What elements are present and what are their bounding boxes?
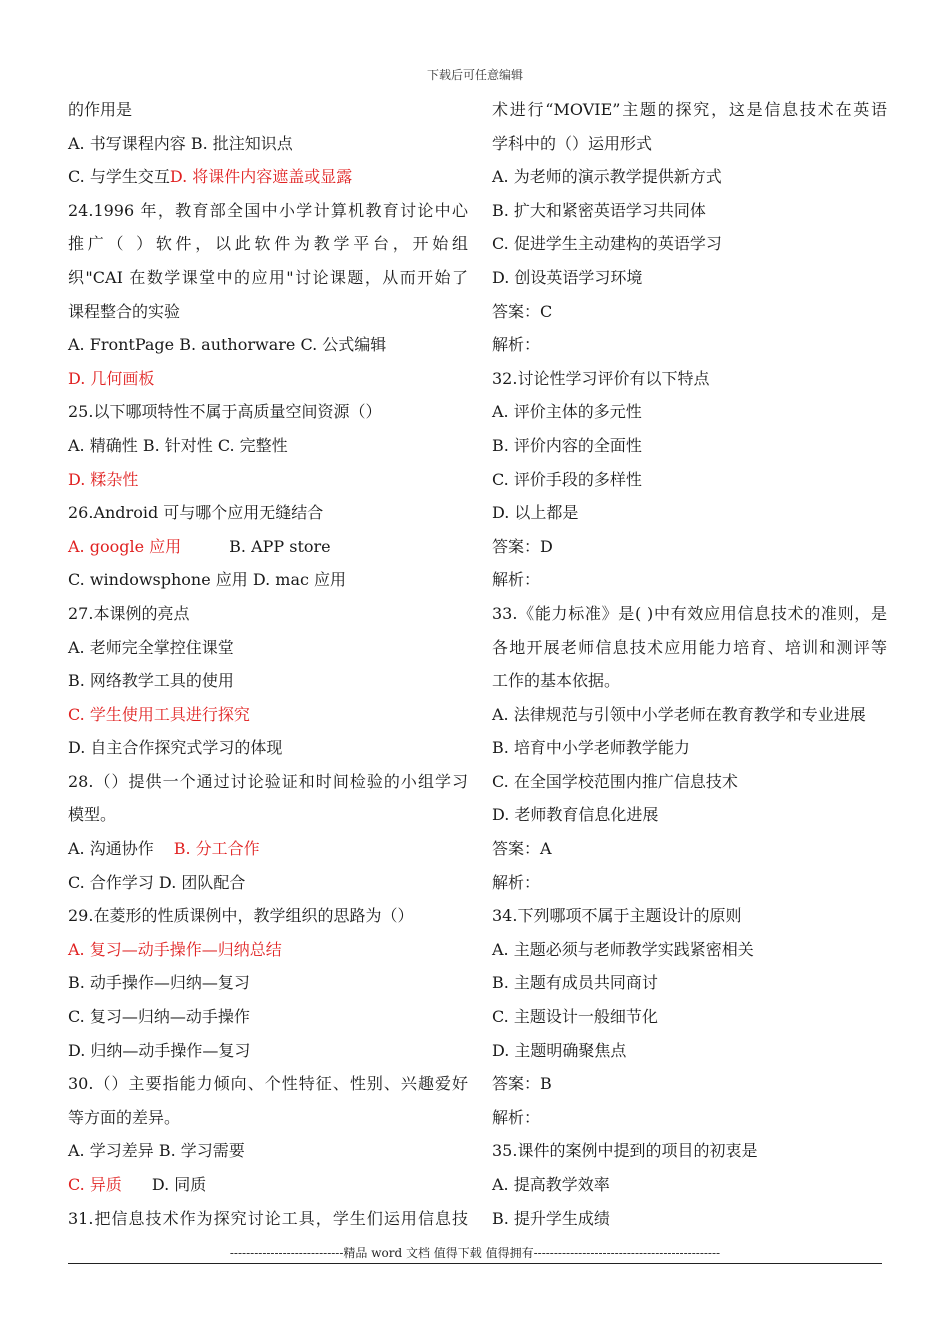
left-line [68, 1134, 468, 1168]
left-line [68, 731, 468, 765]
line-text: 解析： [492, 570, 541, 590]
line-text: 33.《能力标准》是( )中有效应用信息技术的准则，是 [492, 603, 887, 623]
line-text: C. windowsphone 应用 D. mac 应用 [68, 570, 347, 590]
right-line [492, 765, 887, 799]
left-line [68, 261, 468, 295]
line-text: D. 主题明确聚焦点 [492, 1040, 627, 1060]
line-text: 的作用是 [68, 100, 133, 119]
right-line [492, 798, 887, 832]
left-line [68, 395, 468, 429]
line-text-secondary: B. APP store [229, 536, 331, 556]
left-line [68, 563, 468, 597]
line-text: D. 几何画板 [68, 368, 155, 388]
line-text: A. google 应用 [68, 536, 182, 556]
line-text: D. 老师教育信息化进展 [492, 805, 659, 825]
line-text-secondary: D. 同质 [151, 1175, 207, 1194]
line-text: 工作的基本依据。 [492, 671, 621, 691]
right-line [492, 899, 887, 933]
line-text: A. 精确性 B. 针对性 C. 完整性 [68, 435, 288, 455]
right-line [492, 496, 887, 530]
left-line [68, 93, 468, 127]
right-line [492, 1000, 887, 1034]
line-text: 34.下列哪项不属于主题设计的原则 [492, 906, 742, 926]
left-line [68, 496, 468, 530]
line-text: 解析： [492, 335, 541, 355]
left-line [68, 798, 468, 832]
line-text: B. 网络教学工具的使用 [68, 671, 234, 691]
line-text: C. 学生使用工具进行探究 [68, 704, 250, 724]
line-text: A. 复习—动手操作—归纳总结 [68, 939, 282, 959]
line-text: 解析： [492, 872, 541, 892]
line-text: C. 主题设计一般细节化 [492, 1007, 658, 1027]
right-line [492, 966, 887, 1000]
line-text: 28.（）提供一个通过讨论验证和时间检验的小组学习 [68, 771, 468, 791]
line-text: A. 主题必须与老师教学实践紧密相关 [492, 939, 754, 959]
left-line [68, 966, 468, 1000]
left-line [68, 127, 468, 161]
left-line [68, 1000, 468, 1034]
left-line [68, 1168, 468, 1202]
right-line [492, 664, 887, 698]
right-line [492, 1168, 887, 1202]
left-line [68, 227, 468, 261]
left-line [68, 463, 468, 497]
right-line [492, 1067, 887, 1101]
line-text: A. FrontPage B. authorware C. 公式编辑 [68, 335, 387, 355]
right-line [492, 261, 887, 295]
line-text: A. 提高教学效率 [492, 1175, 610, 1194]
left-line [68, 631, 468, 665]
left-line [68, 1202, 468, 1236]
line-text: C. 在全国学校范围内推广信息技术 [492, 771, 738, 791]
page-header: 下载后可任意编辑 [426, 68, 523, 82]
right-line [492, 463, 887, 497]
right-line [492, 194, 887, 228]
left-line [68, 328, 468, 362]
line-text: B. 评价内容的全面性 [492, 435, 642, 455]
line-text: D. 归纳—动手操作—复习 [68, 1040, 251, 1060]
line-text: 30.（）主要指能力倾向、个性特征、性别、兴趣爱好 [68, 1074, 468, 1094]
right-line [492, 127, 887, 161]
right-line [492, 1202, 887, 1236]
line-text: 35.课件的案例中提到的项目的初衷是 [492, 1141, 758, 1161]
line-text: 31.把信息技术作为探究讨论工具，学生们运用信息技 [68, 1208, 468, 1228]
left-line [68, 765, 468, 799]
left-line [68, 899, 468, 933]
left-line [68, 866, 468, 900]
left-column [68, 93, 468, 1235]
line-text: B. 扩大和紧密英语学习共同体 [492, 200, 706, 220]
line-text: B. 培育中小学老师教学能力 [492, 738, 690, 758]
right-line [492, 866, 887, 900]
line-text: D. 以上都是 [492, 503, 579, 523]
left-line [68, 1101, 468, 1135]
right-line [492, 429, 887, 463]
left-line [68, 429, 468, 463]
line-text: 等方面的差异。 [68, 1107, 181, 1127]
left-line [68, 194, 468, 228]
right-line [492, 530, 887, 564]
left-line [68, 1067, 468, 1101]
right-line [492, 933, 887, 967]
line-text: A. 评价主体的多元性 [492, 402, 642, 422]
right-line [492, 597, 887, 631]
right-line [492, 1134, 887, 1168]
line-text: D. 自主合作探究式学习的体现 [68, 738, 283, 758]
left-line [68, 530, 468, 564]
left-line [68, 295, 468, 329]
line-text: A. 书写课程内容 B. 批注知识点 [68, 133, 293, 153]
line-text: A. 老师完全掌控住课堂 [68, 637, 234, 657]
right-line [492, 563, 887, 597]
right-line [492, 832, 887, 866]
line-text: A. 法律规范与引领中小学老师在教育教学和专业进展 [492, 704, 866, 724]
left-line [68, 933, 468, 967]
line-text: 答案：A [492, 839, 552, 859]
right-line [492, 1101, 887, 1135]
line-text: D. 糅杂性 [68, 469, 139, 489]
left-line [68, 832, 468, 866]
line-text: D. 创设英语学习环境 [492, 267, 643, 287]
left-line [68, 1034, 468, 1068]
right-line [492, 698, 887, 732]
line-text: 模型。 [68, 805, 117, 825]
right-line [492, 160, 887, 194]
left-line [68, 664, 468, 698]
line-text: 29.在菱形的性质课例中，教学组织的思路为（） [68, 906, 414, 926]
line-text: 学科中的（）运用形式 [492, 133, 653, 153]
line-text: C. 异质 [68, 1175, 122, 1194]
line-text: 答案：D [492, 536, 553, 556]
right-line [492, 631, 887, 665]
line-text: 27.本课例的亮点 [68, 603, 190, 623]
line-text: 织"CAI 在数学课堂中的应用"讨论课题，从而开始了 [68, 267, 468, 287]
line-text: A. 学习差异 B. 学习需要 [68, 1141, 245, 1161]
line-text: 术进行“MOVIE”主题的探究，这是信息技术在英语 [492, 100, 887, 119]
right-line [492, 227, 887, 261]
line-text: 25.以下哪项特性不属于高质量空间资源（） [68, 402, 382, 422]
line-text: 24.1996 年，教育部全国中小学计算机教育讨论中心 [68, 200, 468, 220]
line-text: 32.讨论性学习评价有以下特点 [492, 368, 710, 388]
right-line [492, 295, 887, 329]
footer-rule [68, 1263, 882, 1264]
right-line [492, 1034, 887, 1068]
right-line [492, 395, 887, 429]
line-text: C. 合作学习 D. 团队配合 [68, 872, 246, 892]
line-text: C. 评价手段的多样性 [492, 469, 642, 489]
left-line [68, 698, 468, 732]
line-text: 推广（ ）软件，以此软件为教学平台，开始组 [68, 234, 468, 254]
line-text: A. 为老师的演示教学提供新方式 [492, 167, 722, 187]
right-line [492, 93, 887, 127]
right-column [492, 93, 887, 1235]
line-text: C. 与学生交互 [68, 167, 170, 187]
line-text: C. 促进学生主动建构的英语学习 [492, 234, 722, 254]
line-text: 课程整合的实验 [68, 301, 181, 321]
line-text-secondary: B. 分工合作 [173, 839, 260, 859]
left-line [68, 597, 468, 631]
line-text: B. 动手操作—归纳—复习 [68, 973, 250, 993]
line-text-secondary: D. 将课件内容遮盖或显露 [169, 167, 353, 187]
line-text: 26.Android 可与哪个应用无缝结合 [68, 503, 324, 523]
line-text: A. 沟通协作 [68, 839, 154, 859]
right-line [492, 731, 887, 765]
line-text: 解析： [492, 1107, 541, 1127]
line-text: B. 主题有成员共同商讨 [492, 973, 658, 993]
right-line [492, 362, 887, 396]
right-line [492, 328, 887, 362]
line-text: B. 提升学生成绩 [492, 1208, 610, 1228]
line-text: 答案：B [492, 1074, 552, 1094]
line-text: 答案：C [492, 301, 553, 321]
line-text: C. 复习—归纳—动手操作 [68, 1007, 250, 1027]
left-line [68, 160, 468, 194]
line-text: 各地开展老师信息技术应用能力培育、培训和测评等 [492, 637, 887, 657]
left-line [68, 362, 468, 396]
page-footer: ----------------------------精品 word 文档 值得下载 值得拥有---------------------------------------------- [229, 1246, 721, 1260]
